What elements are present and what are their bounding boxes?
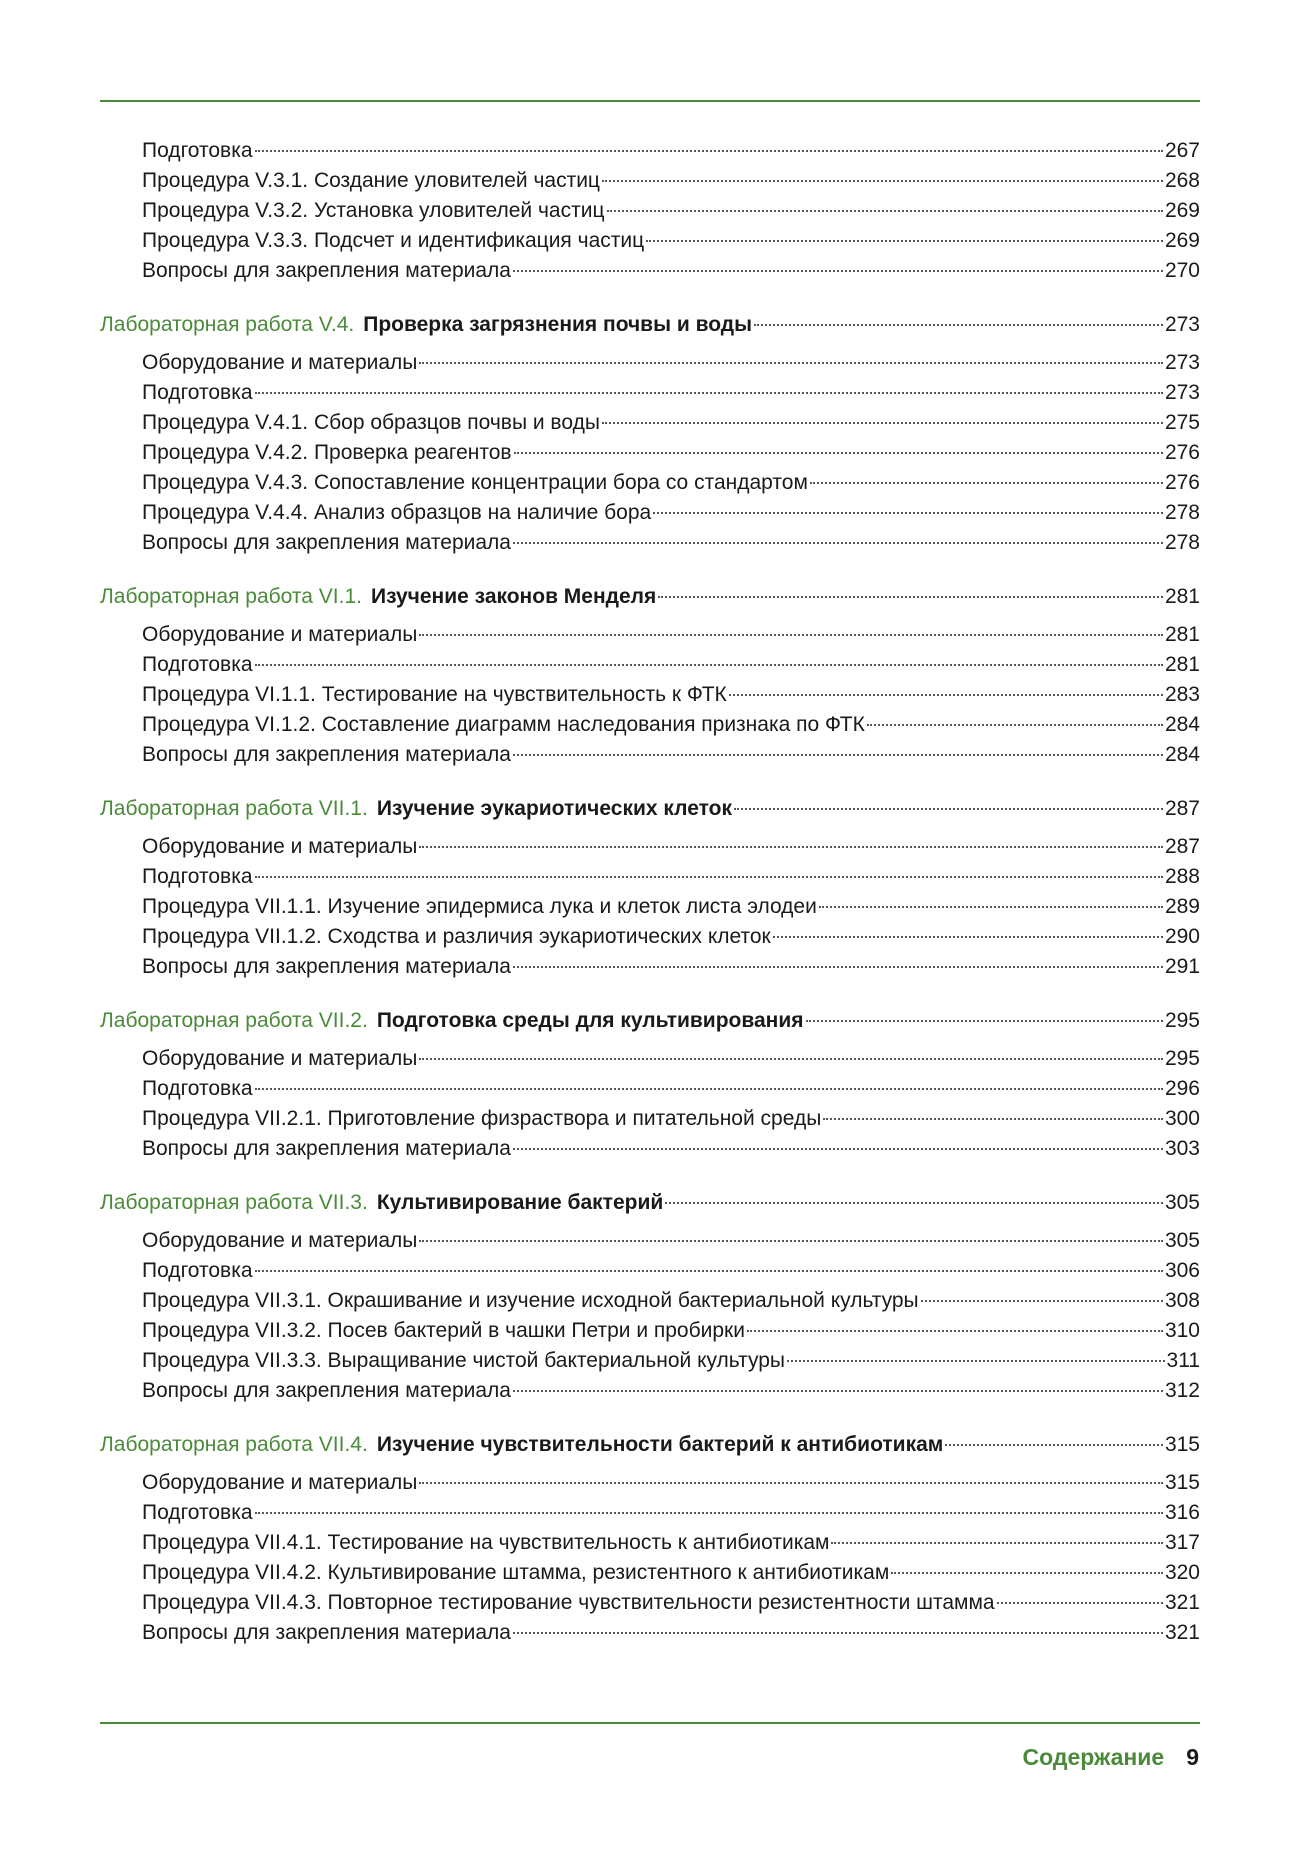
chapter-title: Проверка загрязнения почвы и воды [363, 313, 753, 336]
entry-page-number: 316 [1164, 1501, 1200, 1524]
toc-entry[interactable] [100, 348, 1200, 378]
toc-chapter-heading[interactable] [100, 310, 1200, 340]
entry-page-number: 278 [1164, 531, 1200, 554]
footer-section-name: Содержание [1022, 1744, 1165, 1770]
entry-page-number: 296 [1164, 1077, 1200, 1100]
entry-page-number: 284 [1164, 713, 1200, 736]
dot-leader [773, 936, 1163, 938]
entry-page-number: 306 [1164, 1259, 1200, 1282]
chapter-title: Изучение чувствительности бактерий к антибиотикам [376, 1433, 944, 1456]
entry-page-number: 291 [1164, 955, 1200, 978]
entry-title: Оборудование и материалы [142, 623, 418, 646]
entry-page-number: 281 [1164, 623, 1200, 646]
entry-page-number: 315 [1164, 1471, 1200, 1494]
toc-entry[interactable] [100, 1074, 1200, 1104]
dot-leader [653, 512, 1163, 514]
dot-leader [419, 1058, 1163, 1060]
entry-page-number: 283 [1164, 683, 1200, 706]
toc-entry[interactable] [100, 1588, 1200, 1618]
dot-leader [514, 452, 1163, 454]
entry-page-number: 305 [1164, 1229, 1200, 1252]
chapter-title: Изучение эукариотических клеток [376, 797, 732, 820]
dot-leader [513, 966, 1163, 968]
entry-page-number: 284 [1164, 743, 1200, 766]
toc-section [100, 310, 1200, 558]
entry-title: Процедура VII.4.1. Тестирование на чувствительность к антибиотикам [142, 1531, 830, 1554]
entry-title: Процедура VII.3.2. Посев бактерий в чашки Петри и пробирки [142, 1319, 745, 1342]
dot-leader [255, 1270, 1163, 1272]
dot-leader [602, 180, 1163, 182]
dot-leader [255, 664, 1163, 666]
toc-entry[interactable] [100, 408, 1200, 438]
entry-title: Процедура V.3.2. Установка уловителей частиц [142, 199, 605, 222]
toc-entry[interactable] [100, 922, 1200, 952]
chapter-title: Подготовка среды для культивирования [376, 1009, 804, 1032]
entry-title: Процедура VII.2.1. Приготовление физраствора и питательной среды [142, 1107, 822, 1130]
chapter-page-number: 287 [1164, 797, 1200, 820]
dot-leader [823, 1118, 1163, 1120]
dot-leader [255, 876, 1163, 878]
entry-page-number: 300 [1164, 1107, 1200, 1130]
toc-entry[interactable] [100, 1618, 1200, 1648]
dot-leader [831, 1542, 1162, 1544]
dot-leader [513, 542, 1163, 544]
entry-page-number: 321 [1164, 1621, 1200, 1644]
entry-page-number: 269 [1164, 199, 1200, 222]
entry-title: Процедура V.4.2. Проверка реагентов [142, 441, 512, 464]
dot-leader [513, 1390, 1163, 1392]
dot-leader [419, 1482, 1163, 1484]
entry-page-number: 273 [1164, 351, 1200, 374]
dot-leader [513, 1148, 1163, 1150]
entry-page-number: 287 [1164, 835, 1200, 858]
entry-page-number: 269 [1164, 229, 1200, 252]
chapter-page-number: 315 [1164, 1433, 1200, 1456]
entry-title: Процедура VII.3.1. Окрашивание и изучение исходной бактериальной культуры [142, 1289, 919, 1312]
entry-page-number: 295 [1164, 1047, 1200, 1070]
toc-section [100, 1430, 1200, 1648]
page-footer [1023, 1744, 1200, 1771]
chapter-page-number: 295 [1164, 1009, 1200, 1032]
toc-entry[interactable] [100, 1044, 1200, 1074]
entry-title: Подготовка [142, 1501, 253, 1524]
entry-title: Процедура VII.1.2. Сходства и различия эукариотических клеток [142, 925, 771, 948]
entry-page-number: 288 [1164, 865, 1200, 888]
entry-page-number: 317 [1164, 1531, 1200, 1554]
toc-section [100, 136, 1200, 286]
toc-entry[interactable] [100, 892, 1200, 922]
entry-title: Процедура VII.4.3. Повторное тестирование чувствительности резистентности штамма [142, 1591, 995, 1614]
entry-title: Вопросы для закрепления материала [142, 1379, 511, 1402]
dot-leader [602, 422, 1163, 424]
dot-leader [513, 270, 1163, 272]
dot-leader [513, 754, 1163, 756]
toc-entry[interactable] [100, 680, 1200, 710]
toc-section [100, 794, 1200, 982]
entry-title: Оборудование и материалы [142, 835, 418, 858]
entry-title: Процедура VII.4.2. Культивирование штамма, резистентного к антибиотикам [142, 1561, 890, 1584]
dot-leader [787, 1360, 1165, 1362]
toc-section [100, 582, 1200, 770]
entry-title: Вопросы для закрепления материала [142, 743, 511, 766]
entry-title: Процедура VI.1.1. Тестирование на чувствительность к ФТК [142, 683, 727, 706]
toc-entry[interactable] [100, 1468, 1200, 1498]
chapter-prefix: Лабораторная работа VII.1. [100, 797, 368, 820]
entry-page-number: 321 [1164, 1591, 1200, 1614]
toc-section [100, 1006, 1200, 1164]
dot-leader [819, 906, 1163, 908]
entry-title: Подготовка [142, 381, 253, 404]
dot-leader [891, 1572, 1163, 1574]
chapter-title: Культивирование бактерий [376, 1191, 664, 1214]
dot-leader [734, 808, 1163, 810]
toc-entry[interactable] [100, 166, 1200, 196]
entry-title: Процедура V.4.4. Анализ образцов на наличие бора [142, 501, 652, 524]
entry-title: Подготовка [142, 653, 253, 676]
entry-page-number: 273 [1164, 381, 1200, 404]
toc-chapter-heading[interactable] [100, 1430, 1200, 1460]
entry-page-number: 320 [1164, 1561, 1200, 1584]
toc-entry[interactable] [100, 832, 1200, 862]
entry-page-number: 290 [1164, 925, 1200, 948]
entry-title: Процедура VI.1.2. Составление диаграмм наследования признака по ФТК [142, 713, 865, 736]
dot-leader [513, 1632, 1163, 1634]
bottom-divider [100, 1722, 1200, 1724]
toc-entry[interactable] [100, 710, 1200, 740]
dot-leader [255, 392, 1163, 394]
toc-entry[interactable] [100, 1558, 1200, 1588]
entry-title: Процедура VII.1.1. Изучение эпидермиса лука и клеток листа элодеи [142, 895, 817, 918]
entry-title: Процедура V.3.1. Создание уловителей частиц [142, 169, 600, 192]
entry-title: Процедура V.3.3. Подсчет и идентификация частиц [142, 229, 645, 252]
toc-entry[interactable] [100, 620, 1200, 650]
entry-title: Вопросы для закрепления материала [142, 1137, 511, 1160]
toc-entry[interactable] [100, 1316, 1200, 1346]
toc-entry[interactable] [100, 1498, 1200, 1528]
entry-page-number: 281 [1164, 653, 1200, 676]
dot-leader [419, 846, 1163, 848]
entry-page-number: 276 [1164, 471, 1200, 494]
chapter-page-number: 273 [1164, 313, 1200, 336]
toc-entry[interactable] [100, 1528, 1200, 1558]
dot-leader [419, 1240, 1163, 1242]
entry-page-number: 278 [1164, 501, 1200, 524]
toc-entry[interactable] [100, 256, 1200, 286]
toc-entry[interactable] [100, 136, 1200, 166]
dot-leader [754, 324, 1163, 326]
toc-entry[interactable] [100, 1226, 1200, 1256]
dot-leader [255, 1512, 1163, 1514]
entry-title: Оборудование и материалы [142, 1047, 418, 1070]
toc-section [100, 1188, 1200, 1406]
entry-page-number: 310 [1164, 1319, 1200, 1342]
toc-entry[interactable] [100, 528, 1200, 558]
entry-page-number: 275 [1164, 411, 1200, 434]
toc-entry[interactable] [100, 952, 1200, 982]
dot-leader [921, 1300, 1163, 1302]
dot-leader [658, 596, 1163, 598]
dot-leader [419, 634, 1163, 636]
entry-title: Подготовка [142, 1077, 253, 1100]
dot-leader [729, 694, 1163, 696]
entry-page-number: 311 [1166, 1349, 1200, 1372]
entry-page-number: 268 [1164, 169, 1200, 192]
entry-page-number: 308 [1164, 1289, 1200, 1312]
dot-leader [255, 1088, 1163, 1090]
entry-title: Подготовка [142, 1259, 253, 1282]
dot-leader [607, 210, 1163, 212]
entry-title: Вопросы для закрепления материала [142, 259, 511, 282]
dot-leader [810, 482, 1163, 484]
entry-title: Вопросы для закрепления материала [142, 1621, 511, 1644]
chapter-page-number: 305 [1164, 1191, 1200, 1214]
toc-entry[interactable] [100, 1104, 1200, 1134]
toc-chapter-heading[interactable] [100, 1006, 1200, 1036]
toc-chapter-heading[interactable] [100, 1188, 1200, 1218]
toc-chapter-heading[interactable] [100, 582, 1200, 612]
toc-entry[interactable] [100, 862, 1200, 892]
chapter-prefix: Лабораторная работа V.4. [100, 313, 355, 336]
toc-entry[interactable] [100, 740, 1200, 770]
table-of-contents [100, 136, 1200, 1672]
chapter-page-number: 281 [1164, 585, 1200, 608]
toc-entry[interactable] [100, 378, 1200, 408]
entry-title: Процедура VII.3.3. Выращивание чистой бактериальной культуры [142, 1349, 785, 1372]
entry-title: Вопросы для закрепления материала [142, 531, 511, 554]
entry-title: Оборудование и материалы [142, 351, 418, 374]
chapter-title: Изучение законов Менделя [370, 585, 657, 608]
toc-entry[interactable] [100, 1256, 1200, 1286]
toc-entry[interactable] [100, 650, 1200, 680]
dot-leader [997, 1602, 1163, 1604]
toc-entry[interactable] [100, 468, 1200, 498]
dot-leader [867, 724, 1163, 726]
entry-title: Вопросы для закрепления материала [142, 955, 511, 978]
toc-entry[interactable] [100, 1346, 1200, 1376]
dot-leader [747, 1330, 1163, 1332]
entry-title: Оборудование и материалы [142, 1229, 418, 1252]
entry-page-number: 312 [1164, 1379, 1200, 1402]
toc-entry[interactable] [100, 1286, 1200, 1316]
entry-page-number: 289 [1164, 895, 1200, 918]
entry-title: Процедура V.4.1. Сбор образцов почвы и воды [142, 411, 600, 434]
footer-page-number: 9 [1186, 1744, 1199, 1770]
dot-leader [646, 240, 1163, 242]
dot-leader [945, 1444, 1163, 1446]
entry-page-number: 276 [1164, 441, 1200, 464]
entry-title: Подготовка [142, 139, 253, 162]
entry-page-number: 270 [1164, 259, 1200, 282]
dot-leader [419, 362, 1163, 364]
entry-title: Оборудование и материалы [142, 1471, 418, 1494]
entry-title: Процедура V.4.3. Сопоставление концентрации бора со стандартом [142, 471, 808, 494]
entry-page-number: 267 [1164, 139, 1200, 162]
chapter-prefix: Лабораторная работа VII.3. [100, 1191, 368, 1214]
entry-page-number: 303 [1164, 1137, 1200, 1160]
toc-entry[interactable] [100, 1134, 1200, 1164]
dot-leader [806, 1020, 1163, 1022]
entry-title: Подготовка [142, 865, 253, 888]
dot-leader [665, 1202, 1163, 1204]
toc-entry[interactable] [100, 196, 1200, 226]
top-divider [100, 100, 1200, 102]
chapter-prefix: Лабораторная работа VII.4. [100, 1433, 368, 1456]
toc-entry[interactable] [100, 498, 1200, 528]
dot-leader [255, 150, 1163, 152]
toc-entry[interactable] [100, 226, 1200, 256]
toc-entry[interactable] [100, 1376, 1200, 1406]
chapter-prefix: Лабораторная работа VI.1. [100, 585, 362, 608]
chapter-prefix: Лабораторная работа VII.2. [100, 1009, 368, 1032]
toc-entry[interactable] [100, 438, 1200, 468]
toc-chapter-heading[interactable] [100, 794, 1200, 824]
